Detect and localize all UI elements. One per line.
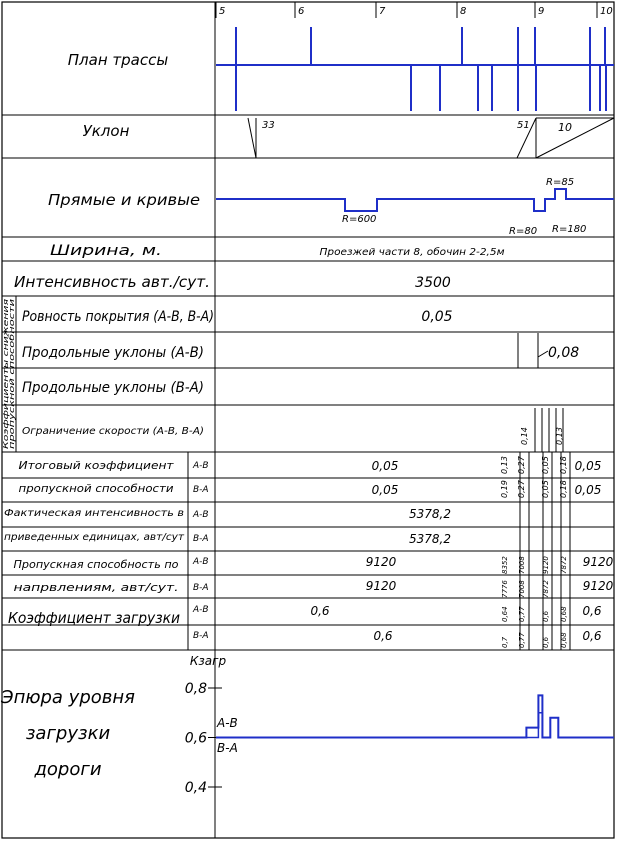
intensity-value: 3500 [415, 275, 451, 291]
evenness-value: 0,05 [421, 309, 453, 325]
station-label: 8 [460, 6, 467, 17]
total-ab-end: 0,05 [574, 459, 602, 473]
load-ab-end: 0,6 [582, 604, 602, 618]
cap-ba-end: 9120 [582, 579, 614, 593]
row-total-coef-1: Итоговый коэффициент [18, 459, 175, 472]
row-plan: План трассы [67, 51, 169, 69]
radius-180: R=180 [552, 224, 587, 235]
row-capacity-1: Пропускная способность по [13, 558, 179, 571]
dir-ab-4: А-В [193, 605, 209, 615]
slope-line [536, 118, 614, 158]
row-speed-limit: Ограничение скорости (А-В, В-А) [22, 426, 204, 437]
cap-ab: 9120 [365, 555, 397, 569]
row-long-slopes-ba: Продольные уклоны (В-А) [22, 380, 204, 396]
load_ba-d: 0,68 [560, 632, 568, 648]
cap-ba: 9120 [365, 579, 397, 593]
width-text: Проезжей части 8, обочин 2-2,5м [319, 247, 496, 258]
load-chart [185, 650, 614, 838]
y-tick-label: 0,4 [184, 780, 207, 796]
total-ba-end: 0,05 [574, 483, 602, 497]
dir-ab-2: А-В [193, 510, 209, 520]
row-straight-curves: Прямые и кривые [48, 191, 200, 209]
cap_ab-b: 7008 [518, 556, 526, 574]
total-ba: 0,05 [371, 483, 399, 497]
total_ba-c: 0,05 [541, 480, 550, 498]
series-line-ba [216, 713, 614, 738]
coef-group-2: пропускной способности [8, 356, 16, 449]
row-evenness: Ровность покрытия (А-В, В-А) [22, 309, 214, 325]
series-ab-label: А-В [217, 716, 238, 730]
speed-1: 0,14 [520, 427, 529, 445]
speed-2: 0,13 [555, 427, 564, 445]
load_ab-c: 0,6 [542, 610, 550, 622]
total_ba-b: 0,27 [517, 480, 526, 498]
slope-leader [538, 351, 548, 357]
curve-profile [216, 189, 614, 211]
load_ba-a: 0,7 [501, 636, 509, 648]
dir-ba-3: В-А [193, 583, 209, 593]
station-label: 9 [538, 6, 545, 17]
y-tick-label: 0,6 [184, 730, 207, 747]
slope-value-1: 33 [262, 120, 275, 131]
row-load-coef: Коэффициент загрузки [8, 609, 181, 627]
total-ab: 0,05 [371, 459, 399, 473]
series-line-ab [216, 695, 614, 737]
total_ab-c: 0,05 [541, 456, 550, 474]
y-tick-label: 0,8 [184, 681, 207, 697]
row-intensity: Интенсивность авт./сут. [14, 273, 210, 291]
diagram-title-2: загрузки [25, 723, 111, 744]
diagram-title-1: Эпюра уровня [1, 687, 135, 708]
cap_ab-a: 8352 [501, 556, 509, 574]
cap_ba-a: 7776 [501, 580, 509, 598]
total_ba-d: 0,18 [559, 480, 568, 498]
dir-ab-1: А-В [193, 461, 209, 471]
load-ba: 0,6 [373, 629, 393, 643]
radius-85: R=85 [546, 177, 575, 188]
slope-line [248, 118, 256, 158]
total_ab-d: 0,18 [559, 456, 568, 474]
cap-ab-end: 9120 [582, 555, 614, 569]
dir-ba-4: В-А [193, 631, 209, 641]
load_ab-a: 0,64 [501, 606, 509, 622]
radius-600: R=600 [342, 214, 377, 225]
total_ab-b: 0,27 [517, 456, 526, 474]
slope-value-3: 10 [558, 121, 572, 134]
dir-ba-1: В-А [193, 485, 209, 495]
row-slope: Уклон [82, 122, 130, 140]
slope-value-2: 51 [517, 120, 530, 131]
cap_ab-c: 9120 [542, 556, 550, 574]
total_ab-a: 0,13 [500, 456, 509, 474]
series-ba-label: В-А [217, 741, 238, 755]
long-slope-value: 0,08 [548, 345, 580, 361]
cap_ba-c: 7872 [542, 580, 550, 598]
load_ab-b: 0,77 [518, 606, 526, 622]
row-capacity-2: напрвлениям, авт/сут. [13, 581, 179, 594]
chart-ylabel: Кзагр [189, 654, 227, 668]
station-label: 10 [600, 6, 613, 17]
row-total-coef-2: пропускной способности [18, 482, 174, 495]
load-ba-end: 0,6 [582, 629, 602, 643]
load-ab: 0,6 [310, 604, 330, 618]
text-labels [0, 6, 614, 780]
load_ba-c: 0,6 [542, 636, 550, 648]
coef-group-1: Коэффициенты снижения [2, 352, 10, 449]
station-label: 6 [298, 6, 305, 17]
load_ab-d: 0,68 [560, 606, 568, 622]
actual-ba: 5378,2 [409, 532, 451, 546]
station-label: 7 [379, 6, 386, 17]
load_ba-b: 0,77 [518, 632, 526, 648]
row-width: Ширина, м. [50, 243, 162, 259]
radius-80: R=80 [509, 226, 538, 237]
station-label: 5 [219, 6, 226, 17]
dir-ba-2: В-А [193, 534, 209, 544]
diagram-title-3: дороги [34, 759, 102, 780]
row-actual-1: Фактическая интенсивность в [4, 508, 185, 519]
cap_ba-b: 7008 [518, 580, 526, 598]
row-long-slopes-ab: Продольные уклоны (А-В) [22, 345, 204, 361]
total_ba-a: 0,19 [500, 480, 509, 498]
cap_ab-d: 7872 [560, 556, 568, 574]
actual-ab: 5378,2 [409, 507, 451, 521]
row-actual-2: приведенных единицах, авт/сут [4, 532, 186, 543]
dir-ab-3: А-В [193, 557, 209, 567]
